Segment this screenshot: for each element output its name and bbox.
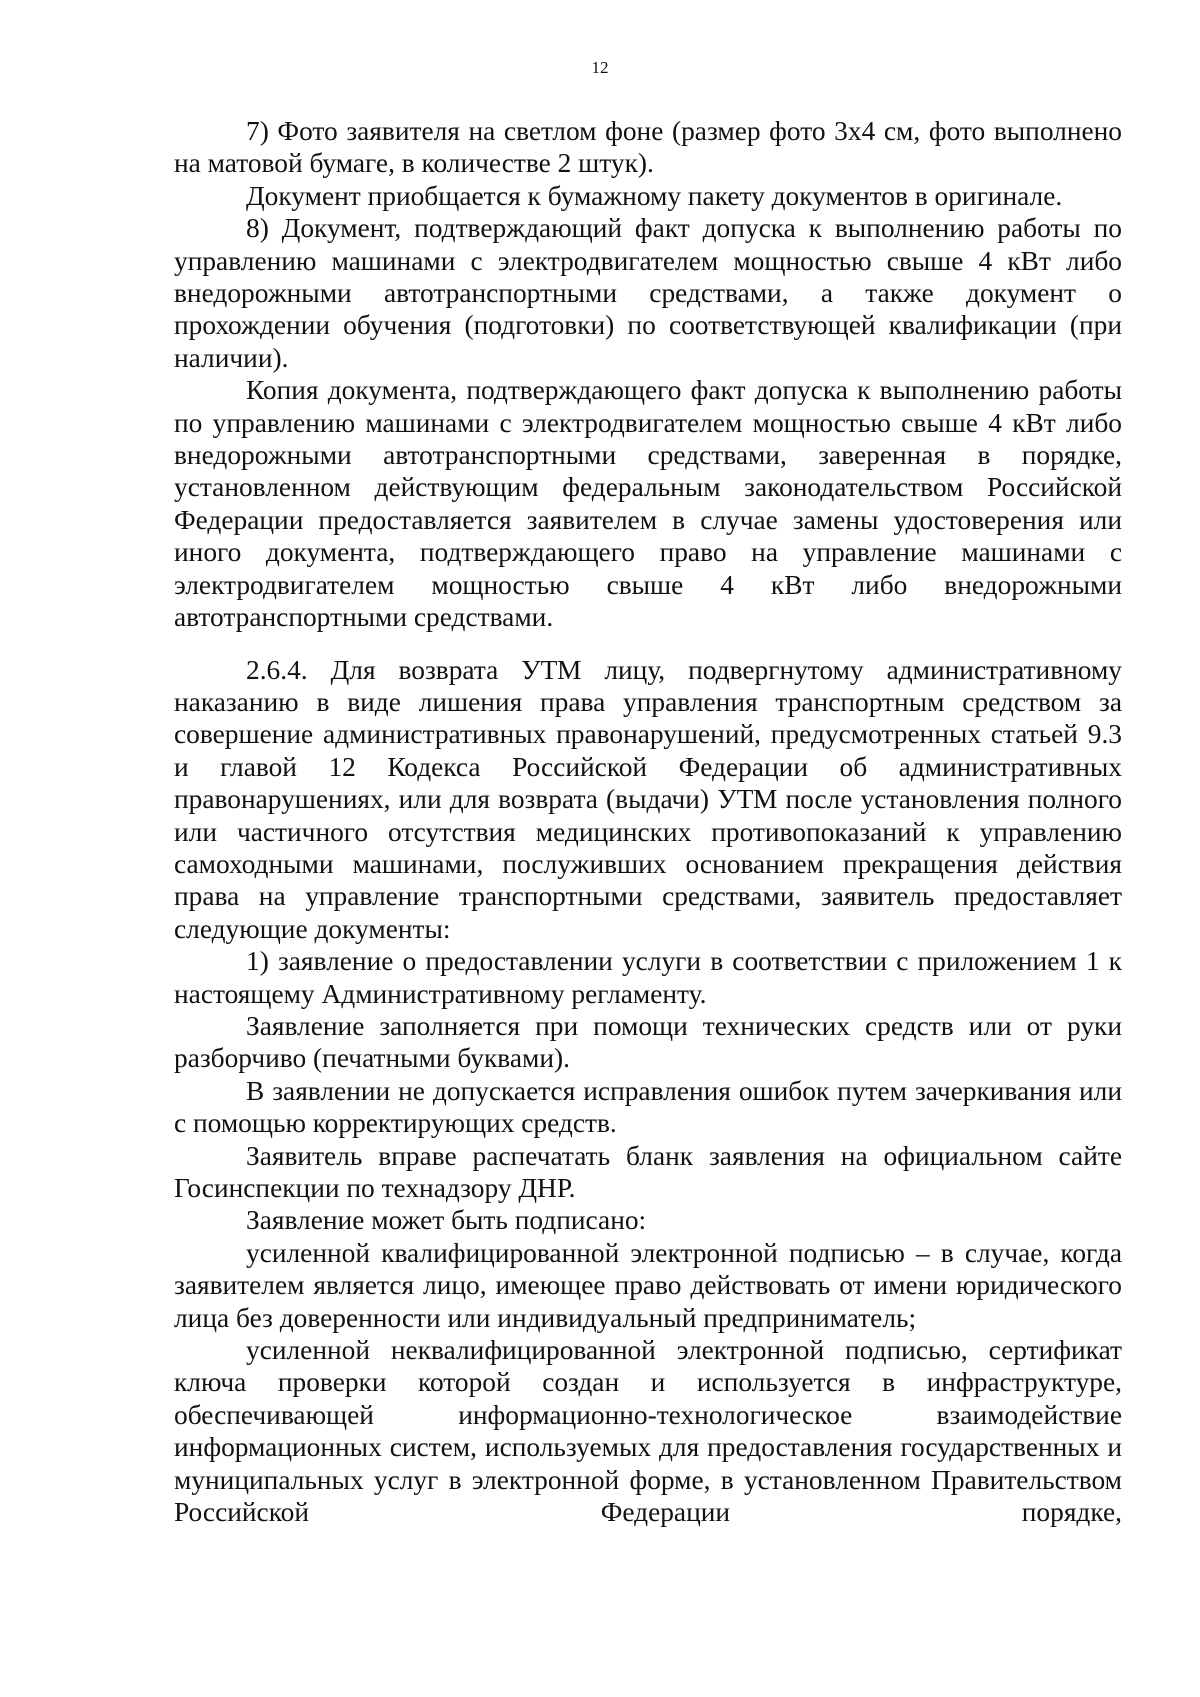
paragraph-item-7-photo: 7) Фото заявителя на светлом фоне (размер фото 3x4 см, фото выполнено на матовой бумаге, в количестве 2 штук).	[174, 116, 1122, 179]
paragraph-print-form: Заявитель вправе распечатать бланк заявления на официальном сайте Госинспекции по технадзору ДНР.	[174, 1140, 1122, 1203]
paragraph-may-be-signed: Заявление может быть подписано:	[246, 1205, 647, 1236]
paragraph-qualified-signature: усиленной квалифицированной электронной подписью – в случае, когда заявителем является лицо, имеющее право действовать от имени юридического лица без доверенности или индивидуальный предприниматель;	[174, 1237, 1122, 1333]
paragraph-application-filling: Заявление заполняется при помощи технических средств или от руки разборчиво (печатными буквами).	[174, 1010, 1122, 1074]
document-body	[174, 115, 1122, 1528]
paragraph-unqualified-signature: усиленной неквалифицированной электронной подписью, сертификат ключа проверки которой создан и используется в инфраструктуре, обеспечивающей информационно-технологическое взаимодействие информационных систем, используемых для предоставления государственных и муниципальных услуг в электронной форме, в установленном Правительством Российской Федерации порядке,	[174, 1335, 1122, 1528]
paragraph-item-8-permit: 8) Документ, подтверждающий факт допуска к выполнению работы по управлению машинами с электродвигателем мощностью свыше 4 кВт либо внедорожными автотранспортными средствами, а также документ о прохождении обучения (подготовки) по соответствующей квалификации (при наличии).	[174, 213, 1122, 373]
paragraph-no-corrections: В заявлении не допускается исправления ошибок путем зачеркивания или с помощью корректирующих средств.	[174, 1075, 1122, 1139]
paragraph-item-1-application: 1) заявление о предоставлении услуги в соответствии с приложением 1 к настоящему Административному регламенту.	[174, 946, 1122, 1009]
paragraph-section-2-6-4: 2.6.4. Для возврата УТМ лицу, подвергнутому административному наказанию в виде лишения права управления транспортным средством за совершение административных правонарушений, предусмотренных статьей 9.3 и главой 12 Кодекса Российской Федерации об административных правонарушениях, или для возврата (выдачи) УТМ после установления полного или частичного отсутствия медицинских противопоказаний к управлению самоходными машинами, послуживших основанием прекращения действия права на управление транспортными средствами, заявитель предоставляет следующие документы:	[174, 654, 1122, 944]
page-number: 12	[591, 58, 609, 77]
paragraph-original-attached: Документ приобщается к бумажному пакету документов в оригинале.	[246, 180, 1063, 211]
paragraph-permit-copy: Копия документа, подтверждающего факт допуска к выполнению работы по управлению машинами с электродвигателем мощностью свыше 4 кВт либо внедорожными автотранспортными средствами, заверенная в порядке, установленном действующим федеральным законодательством Российской Федерации предоставляется заявителем в случае замены удостоверения или иного документа, подтверждающего право на управление машинами с электродвигателем мощностью свыше 4 кВт либо внедорожными автотранспортными средствами.	[174, 375, 1122, 633]
